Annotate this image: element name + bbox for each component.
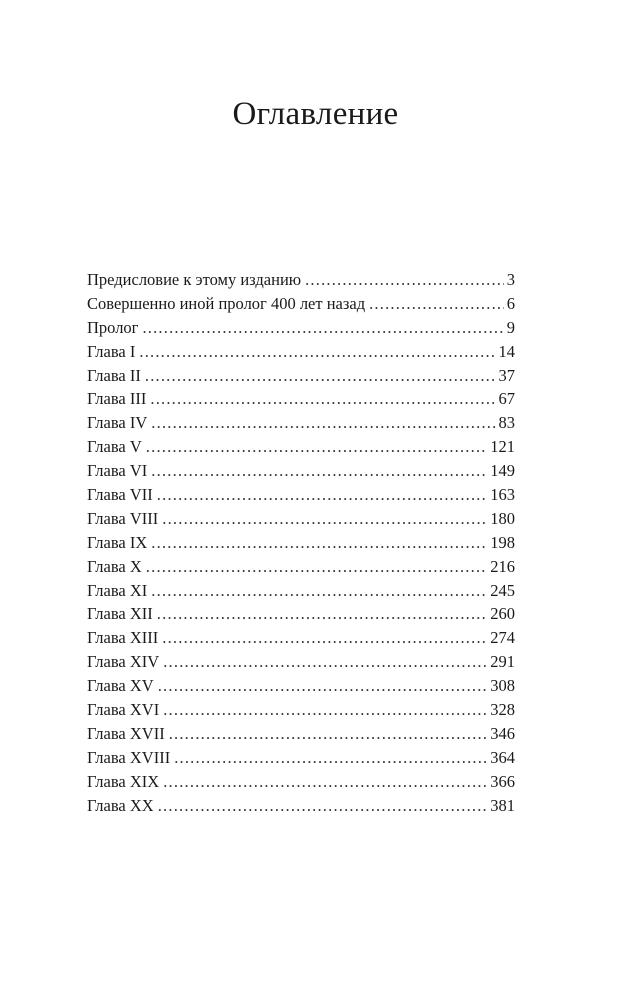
toc-entry-page-number: 308 — [490, 676, 515, 696]
toc-entry — [87, 602, 515, 626]
toc-entry — [87, 650, 515, 674]
table-of-contents — [87, 268, 515, 817]
toc-entry-title: Глава II — [87, 365, 141, 385]
toc-entry-page-number: 381 — [490, 795, 515, 815]
toc-entry — [87, 387, 515, 411]
toc-entry-page-number: 163 — [490, 485, 515, 505]
dot-leader — [151, 459, 487, 483]
toc-entry-page-number: 291 — [490, 652, 515, 672]
toc-entry-page-number: 121 — [490, 437, 515, 457]
dot-leader — [174, 746, 487, 770]
toc-entry — [87, 292, 515, 316]
page-title: Оглавление — [232, 96, 399, 132]
toc-entry-page-number: 364 — [490, 747, 515, 767]
toc-entry — [87, 746, 515, 770]
toc-entry-title: Глава I — [87, 341, 136, 361]
toc-entry-title: Глава III — [87, 389, 147, 409]
toc-entry — [87, 507, 515, 531]
toc-entry-page-number: 274 — [490, 628, 515, 648]
dot-leader — [163, 770, 487, 794]
dot-leader — [157, 602, 487, 626]
toc-entry-page-number: 198 — [490, 532, 515, 552]
dot-leader — [158, 674, 488, 698]
toc-entry-title: Глава X — [87, 556, 142, 576]
toc-entry — [87, 626, 515, 650]
toc-entry-title: Глава V — [87, 437, 142, 457]
dot-leader — [158, 794, 488, 818]
toc-entry — [87, 483, 515, 507]
toc-entry-title: Глава IX — [87, 532, 148, 552]
dot-leader — [146, 555, 487, 579]
toc-entry — [87, 340, 515, 364]
dot-leader — [305, 268, 504, 292]
toc-entry-title: Глава XX — [87, 795, 154, 815]
toc-entry — [87, 722, 515, 746]
dot-leader — [151, 411, 495, 435]
dot-leader — [162, 507, 487, 531]
dot-leader — [146, 435, 487, 459]
dot-leader — [139, 340, 495, 364]
toc-entry-title: Глава VIII — [87, 508, 159, 528]
toc-entry-page-number: 14 — [498, 341, 515, 361]
toc-entry-title: Глава XV — [87, 676, 154, 696]
toc-entry-page-number: 260 — [490, 604, 515, 624]
toc-entry-page-number: 3 — [506, 270, 515, 289]
dot-leader — [169, 722, 488, 746]
toc-entry-title: Пролог — [87, 317, 139, 337]
toc-entry-page-number: 346 — [490, 723, 515, 743]
toc-entry-page-number: 37 — [498, 365, 515, 385]
toc-entry-page-number: 83 — [498, 413, 515, 433]
toc-entry — [87, 531, 515, 555]
toc-entry-title: Глава IV — [87, 413, 148, 433]
toc-entry — [87, 770, 515, 794]
toc-entry-page-number: 216 — [490, 556, 515, 576]
dot-leader — [163, 650, 487, 674]
toc-entry-title: Предисловие к этому изданию — [87, 270, 302, 289]
toc-entry-page-number: 9 — [506, 317, 515, 337]
toc-entry-title: Глава XVIII — [87, 747, 171, 767]
dot-leader — [162, 626, 487, 650]
toc-entry-page-number: 366 — [490, 771, 515, 791]
toc-entry — [87, 316, 515, 340]
toc-entry-page-number: 67 — [498, 389, 515, 409]
toc-entry — [87, 674, 515, 698]
toc-entry-title: Глава XI — [87, 580, 148, 600]
toc-entry — [87, 411, 515, 435]
toc-entry-title: Глава XIV — [87, 652, 160, 672]
dot-leader — [142, 316, 503, 340]
toc-entry-title: Совершенно иной пролог 400 лет назад — [87, 293, 366, 313]
toc-entry — [87, 698, 515, 722]
toc-entry-page-number: 149 — [490, 461, 515, 481]
dot-leader — [150, 387, 495, 411]
dot-leader — [163, 698, 487, 722]
toc-entry — [87, 364, 515, 388]
toc-entry — [87, 268, 515, 292]
toc-entry — [87, 579, 515, 603]
toc-entry-title: Глава VII — [87, 485, 153, 505]
toc-entry — [87, 459, 515, 483]
toc-entry-title: Глава VI — [87, 461, 148, 481]
toc-entry-page-number: 6 — [506, 293, 515, 313]
toc-entry-title: Глава XVII — [87, 723, 165, 743]
toc-entry — [87, 555, 515, 579]
dot-leader — [157, 483, 487, 507]
dot-leader — [145, 364, 496, 388]
dot-leader — [151, 579, 487, 603]
toc-entry-page-number: 328 — [490, 700, 515, 720]
dot-leader — [151, 531, 487, 555]
toc-entry-title: Глава XVI — [87, 700, 160, 720]
toc-entry-page-number: 180 — [490, 508, 515, 528]
toc-entry-page-number: 245 — [490, 580, 515, 600]
toc-entry — [87, 435, 515, 459]
toc-entry — [87, 794, 515, 818]
toc-entry-title: Глава XIX — [87, 771, 160, 791]
toc-entry-title: Глава XIII — [87, 628, 159, 648]
dot-leader — [369, 292, 504, 316]
toc-entry-title: Глава XII — [87, 604, 153, 624]
